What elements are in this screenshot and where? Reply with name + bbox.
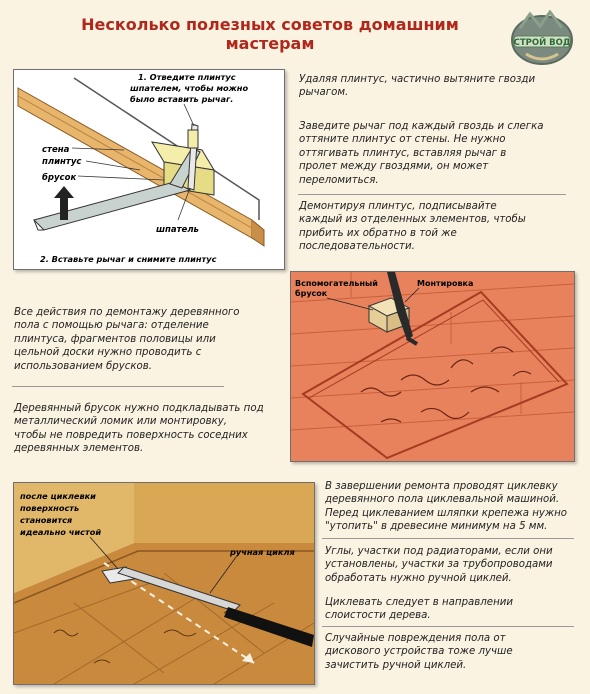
text-line: металлический ломик или монтировку, <box>14 416 227 428</box>
label-hand-scraper: ручная цикля <box>230 547 295 557</box>
tip-blocks <box>14 306 284 373</box>
step1-line1: 1. Отведите плинтус <box>138 72 236 82</box>
label-block: брусок <box>42 173 77 183</box>
tip-hand-scraping <box>325 545 587 585</box>
floor-prying-figure <box>290 271 575 462</box>
text-line: дискового устройства тоже лучше <box>325 646 513 658</box>
tip-grain-direction <box>325 596 587 623</box>
text-line: установлены, участки за трубопроводами <box>325 559 553 571</box>
text-line: Деревянный брусок нужно подкладывать под <box>14 403 264 414</box>
text-line: Заведите рычаг под каждый гвоздь и слегка <box>299 121 544 132</box>
plinth-removal-illustration <box>14 70 284 269</box>
text-line: оттяните плинтус от стены. Не нужно <box>299 134 506 146</box>
tip-machine-sanding <box>325 480 587 534</box>
text-line: Все действия по демонтажу деревянного <box>14 307 240 318</box>
tip-crowbar <box>14 402 294 456</box>
label-aux-block-line1: Вспомогательный <box>295 279 378 288</box>
note-line1: после циклевки <box>20 491 96 501</box>
note-line2: поверхность <box>20 503 80 513</box>
text-line: "утопить" в древесине минимум на 5 мм. <box>325 521 548 533</box>
label-crowbar: Монтировка <box>417 279 474 288</box>
text-line: чтобы не повредить поверхность соседних <box>14 429 248 441</box>
label-plinth: плинтус <box>42 157 82 167</box>
text-line: плинтуса, фрагментов половицы или <box>14 333 216 345</box>
text-line: Углы, участки под радиаторами, если они <box>325 546 553 557</box>
logo-text: СТРОЙ ВОД <box>513 38 571 48</box>
divider <box>12 386 224 387</box>
text-line: зачистить ручной циклей. <box>325 659 467 671</box>
step2-caption: 2. Вставьте рычаг и снимите плинтус <box>40 254 217 264</box>
tip-nails <box>299 73 579 100</box>
page-title <box>40 15 500 53</box>
tip-damage-repair <box>325 632 587 672</box>
text-line: оттягивать плинтус, вставляя рычаг в <box>299 147 507 159</box>
scraping-figure <box>13 482 315 685</box>
text-line: Демонтируя плинтус, подписывайте <box>299 201 497 212</box>
divider <box>322 626 574 627</box>
text-line: Циклевать следует в направлении <box>325 597 513 608</box>
tip-labeling <box>299 200 579 254</box>
text-line: последовательности. <box>299 241 415 253</box>
scraping-illustration <box>14 483 314 684</box>
tip-lever <box>299 120 579 187</box>
page-title-line1: Несколько полезных советов домашним <box>81 15 459 34</box>
text-line: обработать нужно ручной циклей. <box>325 572 512 584</box>
note-line3: становится <box>20 515 73 525</box>
text-line: Удаляя плинтус, частично вытяните гвозди <box>299 74 536 85</box>
text-line: пола с помощью рычага: отделение <box>14 320 209 332</box>
text-line: цельной доски нужно проводить с <box>14 347 202 359</box>
floor-prying-illustration <box>291 272 574 461</box>
label-spatula: шпатель <box>156 225 199 235</box>
text-line: Перед циклеванием шляпки крепежа нужно <box>325 507 568 519</box>
text-line: рычагом. <box>299 87 349 99</box>
text-line: В завершении ремонта проводят циклевку <box>325 481 558 492</box>
divider <box>322 538 574 539</box>
label-wall: стена <box>42 145 70 155</box>
text-line: пролет между гвоздями, он может <box>299 161 489 173</box>
plinth-removal-figure <box>13 69 285 270</box>
text-line: деревянного пола циклевальной машиной. <box>325 494 560 506</box>
label-aux-block-line2: брусок <box>295 289 328 298</box>
text-line: слоистости дерева. <box>325 610 431 622</box>
divider <box>298 194 566 195</box>
text-line: каждый из отделенных элементов, чтобы <box>299 214 526 226</box>
text-line: деревянных элементов. <box>14 443 144 455</box>
page-title-line2: мастерам <box>225 34 315 53</box>
site-logo <box>500 6 584 68</box>
step1-line3: было вставить рычаг. <box>130 94 234 104</box>
text-line: переломиться. <box>299 174 379 186</box>
text-line: Случайные повреждения пола от <box>325 633 506 644</box>
step1-line2: шпателем, чтобы можно <box>130 83 249 93</box>
text-line: прибить их обратно в той же <box>299 227 457 239</box>
note-line4: идеально чистой <box>20 527 102 537</box>
text-line: использованием брусков. <box>14 360 153 372</box>
